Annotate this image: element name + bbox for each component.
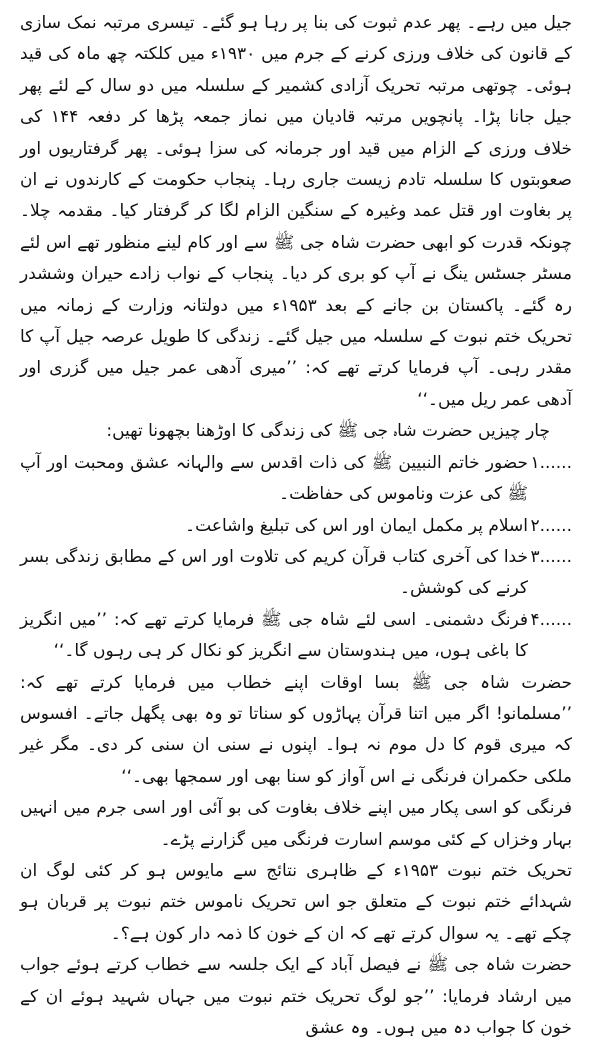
list-item-text: اسلام پر مکمل ایمان اور اس کی تبلیغ واشاعت۔ (185, 515, 528, 536)
four-things-list (20, 448, 572, 668)
paragraph-quran-address: حضرت شاہ جی ﷺ بسا اوقات اپنے خطاب میں فرمایا کرتے تھے کہ: ’’مسلمانو! اگر میں اتنا قرآن پہاڑوں کو سناتا تو وہ بھی پگھل جاتے۔ افسوس کہ میری قوم کا دل موم نہ ہوا۔ اپنوں نے سنی ان سنی کر دی۔ مگر غیر ملکی حکمران فرنگی نے اس آواز کو سنا بھی اور سمجھا بھی۔‘‘ (20, 672, 572, 787)
paragraph-1953-movement: تحریک ختم نبوت ۱۹۵۳ء کے ظاہری نتائج سے مایوس ہو کر کئی لوگ ان شہدائے ختم نبوت کے متعلق جو اس تحریک ناموس ختم نبوت پر قربان ہو چکے تھے۔ یہ سوال کرتے تھے کہ ان کے خون کا ذمہ دار کون ہے؟۔ (20, 860, 573, 944)
list-item (20, 542, 572, 605)
list-item-number: ۳...... (530, 546, 572, 567)
list-item (20, 511, 572, 542)
paragraph-jail-history: جیل میں رہے۔ پھر عدم ثبوت کی بنا پر رہا ہو گئے۔ تیسری مرتبہ نمک سازی کے قانون کی خلاف ورزی کرنے کے جرم میں ۱۹۳۰ء میں کلکتہ چھ ماہ کی قید ہوئی۔ چوتھی مرتبہ تحریک آزادی کشمیر کے سلسلہ میں دو سال کے لئے پھر جیل جانا پڑا۔ پانچویں مرتبہ قادیان میں نماز جمعہ پڑھا کر دفعہ ۱۴۴ کی خلاف ورزی کے الزام میں قید اور جرمانہ کی سزا ہوئی۔ پھر گرفتاریوں اور صعوبتوں کا سلسلہ تادم زیست جاری رہا۔ پنجاب حکومت کے کارندوں نے ان پر بغاوت اور قتل عمد وغیرہ کے سنگین الزام لگا کر گرفتار کیا۔ مقدمہ چلا۔ چونکہ قدرت کو ابھی حضرت شاہ جی ﷺ سے اور کام لینے منظور تھے اس لئے مسٹر جسٹس ینگ نے آپ کو بری کر دیا۔ پنجاب کے نواب زادے حیران وششدر رہ گئے۔ پاکستان بن جانے کے بعد ۱۹۵۳ء میں دولتانہ وزارت کے زمانہ میں تحریک ختم نبوت کے سلسلہ میں جیل گئے۔ زندگی کا طویل عرصہ جیل آپ کا مقدر رہی۔ آپ فرمایا کرتے تھے کہ: ’’میری آدھی عمر جیل میں گزری اور آدھی عمر ریل میں۔‘‘ (20, 13, 572, 410)
list-item (20, 448, 572, 511)
list-item-text: فرنگ دشمنی۔ اسی لئے شاہ جی ﷺ فرمایا کرتے تھے کہ: ’’میں انگریز کا باغی ہوں، میں ہندوستان سے انگریز کو نکال کر ہی رہوں گا۔‘‘ (20, 609, 528, 662)
list-item-text: حضور خاتم النبیین ﷺ کی ذات اقدس سے والہانہ عشق ومحبت اور آپ ﷺ کی عزت وناموس کی حفاظت۔ (20, 452, 528, 505)
list-heading: چار چیزیں حضرت شاہ جی ﷺ کی زندگی کا اوڑھنا بچھونا تھیں: (106, 421, 550, 442)
list-item (20, 605, 572, 668)
document-page (20, 8, 573, 1038)
paragraph-firangi-prison: فرنگی کو اسی پکار میں اپنے خلاف بغاوت کی بو آئی اور اسی جرم میں انہیں بہار وخزاں کے کئی موسم اسارت فرنگی میں گزارنے پڑے۔ (20, 798, 572, 850)
list-item-number: ۱...... (530, 452, 572, 473)
list-item-number: ۴...... (530, 609, 572, 630)
list-item-number: ۲...... (530, 515, 572, 536)
list-item-text: خدا کی آخری کتاب قرآن کریم کی تلاوت اور اس کے مطابق زندگی بسر کرنے کی کوشش۔ (20, 546, 528, 599)
paragraph-faisalabad-speech: حضرت شاہ جی ﷺ نے فیصل آباد کے ایک جلسہ سے خطاب کرتے ہوئے جواب میں ارشاد فرمایا: ’’جو لوگ تحریک ختم نبوت میں جہاں شہید ہوئے ان کے خون کا جواب دہ میں ہوں۔ وہ عشق (20, 955, 572, 1038)
